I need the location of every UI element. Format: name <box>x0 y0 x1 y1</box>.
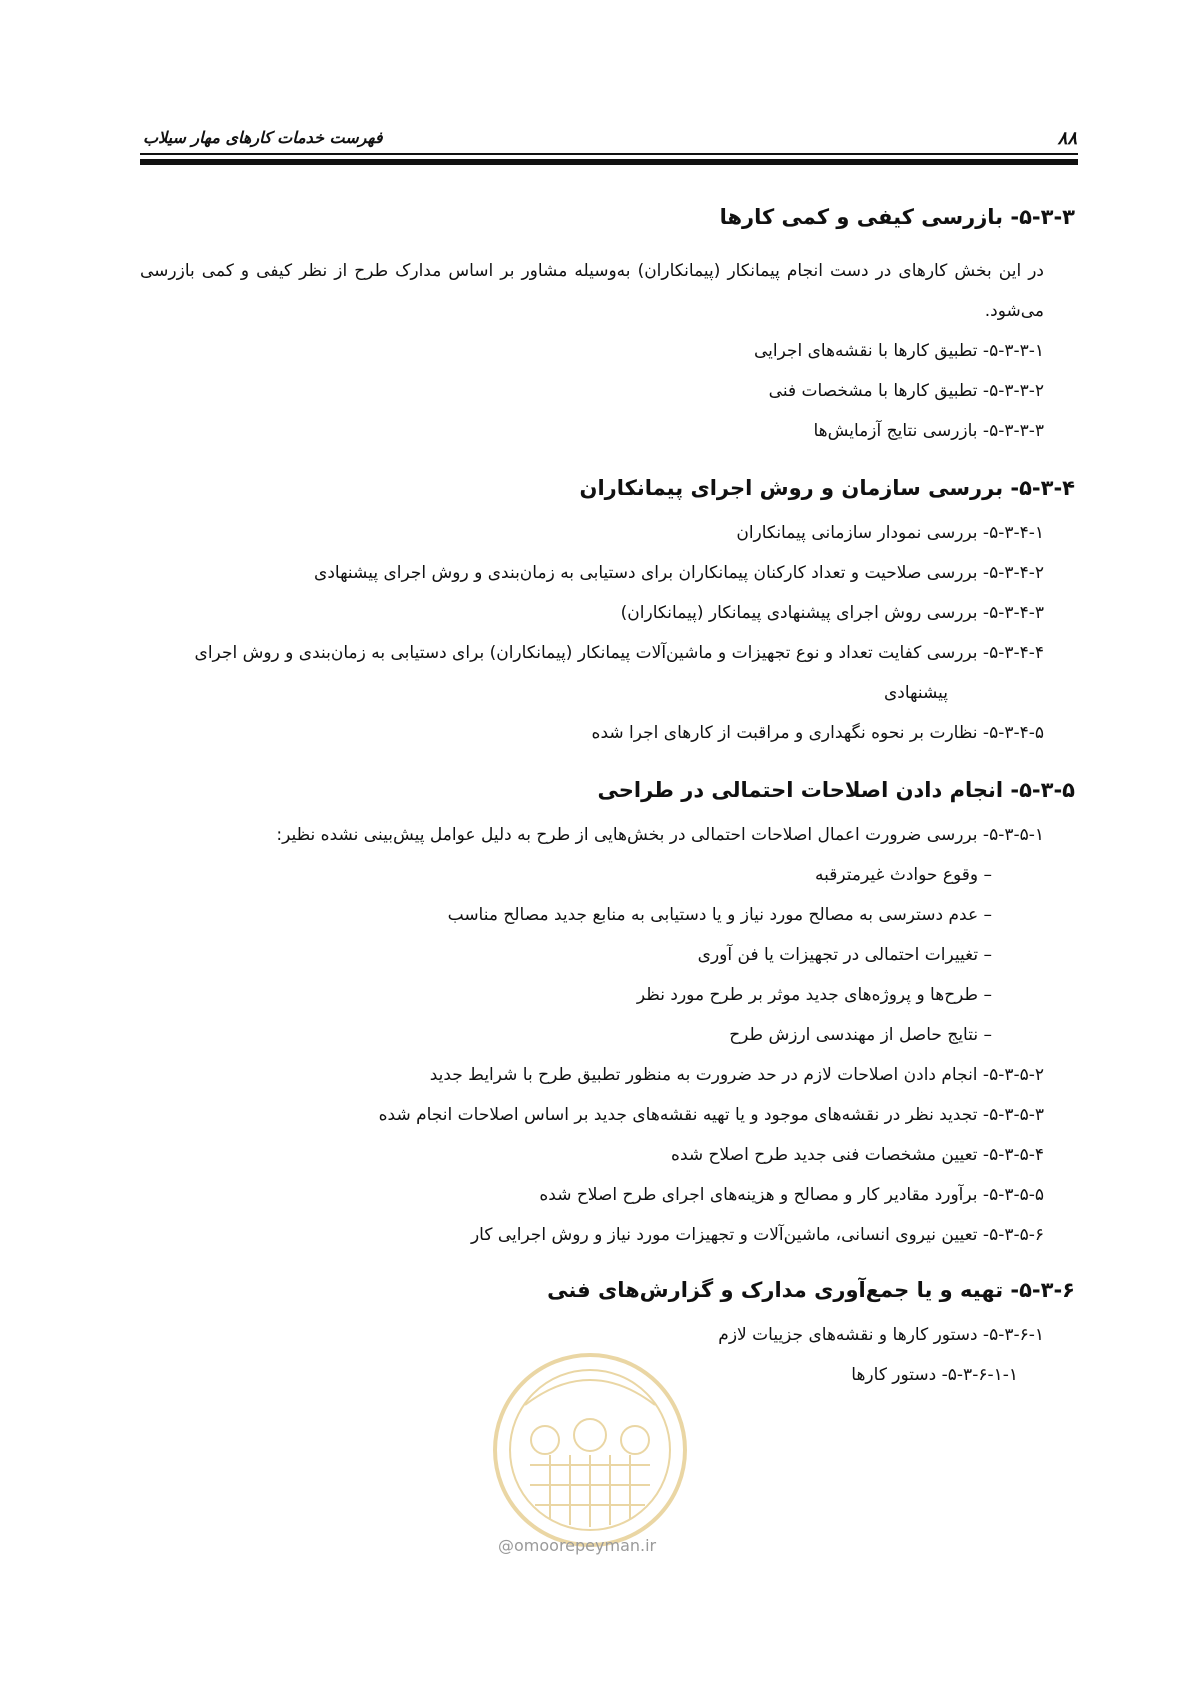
running-header-title: فهرست خدمات کارهای مهار سیلاب <box>143 128 383 147</box>
list-item: ۵-۳-۵-۴- تعیین مشخصات فنی جدید طرح اصلاح شده <box>671 1145 1044 1165</box>
list-item: ۵-۳-۴-۳- بررسی روش اجرای پیشنهادی پیمانکار (پیمانکاران) <box>620 603 1044 623</box>
sub-list-item: ۵-۳-۶-۱-۱- دستور کارها <box>851 1365 1018 1385</box>
at-icon: @ <box>498 1536 514 1555</box>
section-heading-5-3-5: ۵-۳-۵- انجام دادن اصلاحات احتمالی در طراحی <box>597 778 1075 802</box>
list-item: ۵-۳-۴-۴- بررسی کفایت تعداد و نوع تجهیزات و ماشین‌آلات پیمانکار (پیمانکاران) برای دستیابی به زمان‌بندی و روش اجرای <box>194 643 1044 663</box>
header-rule-thick <box>140 159 1078 165</box>
watermark-site: omoorepeyman.ir <box>514 1536 657 1555</box>
list-item: ۵-۳-۴-۲- بررسی صلاحیت و تعداد کارکنان پیمانکاران برای دستیابی به زمان‌بندی و روش اجرای پیشنهادی <box>314 563 1044 583</box>
list-item: ۵-۳-۵-۳- تجدید نظر در نقشه‌های موجود و یا تهیه نقشه‌های جدید بر اساس اصلاحات انجام شده <box>378 1105 1044 1125</box>
list-item: ۵-۳-۳-۳- بازرسی نتایج آزمایش‌ها <box>813 421 1044 441</box>
list-item: ۵-۳-۴-۱- بررسی نمودار سازمانی پیمانکاران <box>736 523 1044 543</box>
list-item: ۵-۳-۶-۱- دستور کارها و نقشه‌های جزییات لازم <box>718 1325 1044 1345</box>
section-heading-5-3-3: ۵-۳-۳- بازرسی کیفی و کمی کارها <box>719 205 1075 229</box>
list-item: ۵-۳-۵-۵- برآورد مقادیر کار و مصالح و هزینه‌های اجرای طرح اصلاح شده <box>539 1185 1044 1205</box>
bullet-item: – تغییرات احتمالی در تجهیزات یا فن آوری <box>697 945 992 965</box>
list-item: ۵-۳-۳-۲- تطبیق کارها با مشخصات فنی <box>768 381 1044 401</box>
list-item: ۵-۳-۵-۱- بررسی ضرورت اعمال اصلاحات احتمالی در بخش‌هایی از طرح به دلیل عوامل پیش‌بینی نشده نظیر: <box>276 825 1044 845</box>
list-item: ۵-۳-۵-۲- انجام دادن اصلاحات لازم در حد ضرورت به منظور تطبیق طرح با شرایط جدید <box>429 1065 1044 1085</box>
list-item: ۵-۳-۴-۵- نظارت بر نحوه نگهداری و مراقبت از کارهای اجرا شده <box>591 723 1044 743</box>
section-heading-5-3-6: ۵-۳-۶- تهیه و یا جمع‌آوری مدارک و گزارش‌های فنی <box>547 1278 1075 1302</box>
page-number: ۸۸ <box>1057 128 1077 149</box>
section-heading-5-3-4: ۵-۳-۴- بررسی سازمان و روش اجرای پیمانکاران <box>579 476 1075 500</box>
bullet-item: – وقوع حوادث غیرمترقبه <box>815 865 992 885</box>
list-item: ۵-۳-۳-۱- تطبیق کارها با نقشه‌های اجرایی <box>753 341 1044 361</box>
list-item: ۵-۳-۵-۶- تعیین نیروی انسانی، ماشین‌آلات و تجهیزات مورد نیاز و روش اجرایی کار <box>470 1225 1044 1245</box>
bullet-item: – نتایج حاصل از مهندسی ارزش طرح <box>729 1025 992 1045</box>
list-item-continuation: پیشنهادی <box>883 683 948 703</box>
bullet-item: – عدم دسترسی به مصالح مورد نیاز و یا دستیابی به منابع جدید مصالح مناسب <box>447 905 992 925</box>
section-intro-paragraph: در این بخش کارهای در دست انجام پیمانکار (پیمانکاران) به‌وسیله مشاور بر اساس مدارک طرح از نظر کیفی و کمی بازرسی می‌شود. <box>140 261 1044 321</box>
bullet-item: – طرح‌ها و پروژه‌های جدید موثر بر طرح مورد نظر <box>636 985 992 1005</box>
header-rule-thin <box>140 153 1078 155</box>
page-body <box>140 205 1075 1395</box>
watermark-site-label <box>498 1536 656 1555</box>
